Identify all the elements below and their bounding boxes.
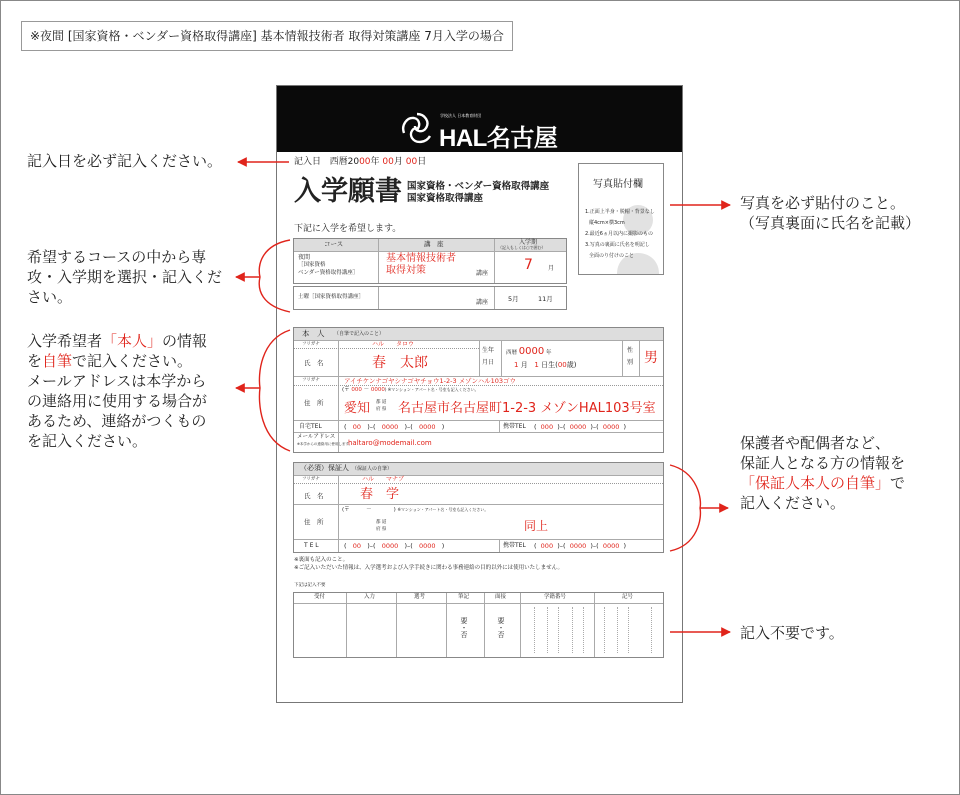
note-applicant-line: の連絡用に使用する場合が [27,392,208,410]
sex-label: 別 [627,359,634,366]
note-applicant-line: を記入ください。 [27,432,148,450]
course-saturday: 土曜［国家資格取得講座］ [298,294,365,300]
note-text: を [27,352,43,370]
koza-label: 講座 [476,270,489,277]
note-photo-line: 写真を必ず貼付のこと。 [740,194,906,212]
date-month-unit: 月 [393,157,403,167]
bracket-guarantor [670,465,700,551]
pref-label: 都 道 [376,520,387,525]
photo-note: 2.最近6ヵ月以内に撮影のもの [585,231,653,237]
photo-note: 1.正面上半身・脱帽・背景なし [585,209,655,215]
birth-era: 西暦 [506,350,518,356]
note-guarantor-line: 保護者や配偶者など、 [740,434,891,452]
mobile-tel-value: ( 000 )–( 0000 )–( 0000 ) [534,542,627,550]
note-text: で [890,474,906,492]
zip-prefix: (〒 － ) [342,507,396,513]
birth-month-value: 1 [514,361,519,369]
furigana-value: ハル マナブ [362,476,405,483]
note-applicant-line: あるため、連絡がつくもの [27,412,207,430]
mobile-tel-value: ( 000 )–( 0000 )–( 0000 ) [534,423,627,431]
address-value: 名古屋市名古屋町1-2-3 メゾンHAL103号室 [398,401,656,416]
hal-logo: HAL名古屋 [439,125,558,152]
tel-part: 00 [352,542,362,550]
zip-value: 000 [351,387,362,393]
note-guarantor-line: 保証人となる方の情報を [740,454,906,472]
mobile-tel-label: 携帯TEL [503,542,526,549]
mail-sub: ※本学からの連絡用に使用します。 [297,442,353,446]
birth-day-value: 1 [534,361,539,369]
office-col: 面接 [495,594,507,600]
date-day-value: 00 [405,157,418,167]
tel-label: T E L [304,542,319,549]
furigana-label: フリガナ [302,477,320,482]
addr-label: 住 所 [304,399,324,407]
tel-part: 0000 [419,423,436,431]
note-applicant-line: メールアドレスは本学から [27,372,207,390]
term-may: 5月 [508,295,519,303]
term-month-unit: 月 [548,265,555,272]
office-col: 記号 [622,594,634,600]
zip-value: 0000 [370,387,385,393]
pref-value: 愛知 [344,401,371,416]
term-nov: 11月 [538,295,553,303]
zip-dash: － [363,387,370,393]
tel-part: 0000 [602,542,620,550]
birth-year-unit: 年 [545,350,552,356]
pref-label: 府 県 [376,527,387,532]
name-value: 春 太郎 [372,355,428,371]
course-col-header: コース [324,240,344,248]
office-label: 下記は記入不要 [294,583,326,588]
age-unit: 歳) [566,361,577,369]
note-date: 記入日を必ず記入ください。 [27,152,223,170]
date-month-value: 00 [382,157,394,167]
addr-furigana-label: フリガナ [302,378,320,383]
name-value: 春 学 [360,487,400,502]
sex-label: 性 [627,347,634,354]
birth-label: 月日 [482,359,495,366]
furigana-label: フリガナ [302,342,320,347]
tel-value: ( 00 )–( 0000 )–( 0000 ) [344,542,445,550]
date-year-unit: 年 [370,157,380,167]
form-subtitle: 国家資格・ベンダー資格取得講座 [407,181,550,192]
photo-note: 縦4cm×横3cm [589,220,625,226]
note-text: 入学希望者 [27,332,103,350]
name-label: 氏 名 [304,492,324,500]
wish-text: 下記に入学を希望します。 [294,224,402,234]
caption-box: ※夜間 [国家資格・ベンダー資格取得講座] 基本情報技術者 取得対策講座 7月入学の場合 [21,21,513,51]
note-text: の情報 [162,332,208,350]
yohi-mark: 要・否 [460,617,468,638]
lecture-value: 基本情報技術者 [386,253,456,264]
tel-part: 000 [540,423,554,431]
tel-part: 00 [352,423,362,431]
date-era: 西暦20 [329,157,360,167]
applicant-header-sub: （自筆で記入のこと） [334,331,385,337]
tel-part: 0000 [381,423,399,431]
note-office: 記入不要です。 [740,624,844,642]
office-col: 受付 [314,594,326,600]
note-guarantor-line: 記入ください。 [740,494,846,512]
note-photo-line: （写真裏面に氏名を記載） [740,214,921,232]
date-day-unit: 日 [417,157,427,167]
note-course-line: 希望するコースの中から専 [27,248,207,266]
guarantor-header-sub: （保証人の自筆） [352,466,393,472]
photo-note: 3.写真の裏面に氏名を明記し [585,242,650,248]
tel-part: 0000 [602,423,620,431]
course-night: 夜間 [298,254,311,261]
office-col: 選考 [414,594,426,600]
course-night-sub: ベンダー資格取得講座］ [298,270,359,276]
guarantor-header: （必須）保証人 [300,464,349,472]
birth-day-unit: 日生( [541,361,558,369]
address-value: 同上 [524,519,549,533]
addr-furigana-value: アイチケンナゴヤシナゴヤチョウ1-2-3 メゾンハル103ゴウ [344,377,516,385]
tel-part: 0000 [569,423,587,431]
photo-title: 写真貼付欄 [593,179,643,190]
note-highlight: 「本人」 [102,332,163,350]
term-col-subheader: （記入もしくは○で囲む） [498,245,546,250]
home-tel-value: ( 00 )–( 0000 )–( 0000 ) [344,423,445,431]
date-label: 記入日 [294,157,322,167]
tel-part: 0000 [419,542,436,550]
pref-label: 都 道 [376,400,387,405]
zip-prefix: (〒 [342,387,350,393]
fine-print: ※裏面も記入のこと。 [294,557,349,563]
date-year-value: 00 [359,157,371,167]
photo-note: 全面のり付けのこと [589,253,635,259]
note-course-line: さい。 [27,288,73,306]
term-month-value: 7 [524,257,533,273]
note-text: で記入ください。 [72,352,193,370]
birth-year-value: 0000 [518,346,545,357]
fine-print: ※ご記入いただいた情報は、入学選考および入学手続きに関わる事務連絡の目的以外には使用いたしません。 [294,565,563,571]
form-title: 入学願書 [294,176,402,207]
mail-value: haltaro@modemail.com [348,439,432,447]
zip-note: ) ※マンション・アパート名・号室も記入ください。 [384,387,479,392]
pref-label: 府 県 [376,407,387,412]
name-label: 氏 名 [304,359,324,367]
birth-month-unit: 月 [520,361,528,369]
birth-label: 生年 [482,347,495,354]
lecture-col-header: 講 座 [424,240,444,248]
furigana-value: ハル タロウ [372,341,415,348]
mobile-tel-label: 携帯TEL [503,423,526,430]
bracket-applicant [259,330,290,451]
age-value: 00 [557,361,567,369]
note-course-line: 攻・入学期を選択・記入くだ [27,268,223,286]
yohi-mark: 要・否 [497,617,505,638]
lecture-value: 取得対策 [386,265,426,276]
tel-part: 0000 [569,542,587,550]
course-night-sub: ［国家資格 [298,262,326,268]
tel-part: 000 [540,542,554,550]
logo-subtitle: 学校法人 日本教育財団 [440,113,482,118]
addr-label: 住 所 [304,518,324,526]
office-col: 入力 [364,594,376,600]
office-col: 学籍番号 [544,594,567,600]
applicant-header: 本 人 [302,329,325,338]
office-col: 筆記 [458,594,470,600]
note-highlight: 「保証人本人の自筆」 [740,474,891,492]
note-highlight: 自筆 [42,352,73,370]
form-subtitle: 国家資格取得講座 [407,193,484,204]
home-tel-label: 自宅TEL [299,423,322,430]
mail-label: メールアドレス [297,434,336,440]
term-col-header: 入学期 [519,239,538,246]
zip-note: ※マンション・アパート名・号室も記入ください。 [397,507,489,512]
tel-part: 0000 [381,542,399,550]
bracket-course [259,240,290,312]
sex-value: 男 [644,350,658,366]
koza-label: 講座 [476,299,489,306]
